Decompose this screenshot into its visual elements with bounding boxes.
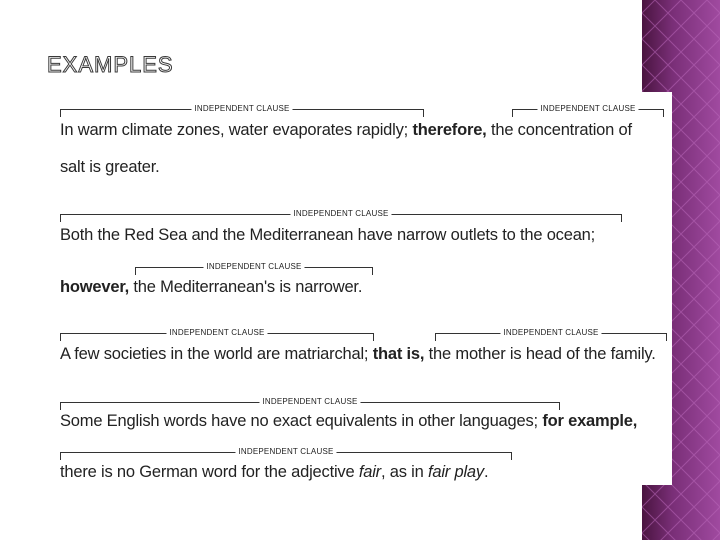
example-line: In warm climate zones, water evaporates rapidly; therefore, the concentration of bbox=[60, 121, 632, 139]
clause-label: INDEPENDENT CLAUSE bbox=[191, 104, 292, 113]
clause-label: INDEPENDENT CLAUSE bbox=[537, 104, 638, 113]
example-line: there is no German word for the adjective fair, as in fair play. bbox=[60, 463, 489, 481]
clause-bracket bbox=[60, 447, 512, 460]
transition-word: for example, bbox=[542, 412, 638, 430]
example-line: Both the Red Sea and the Mediterranean have narrow outlets to the ocean; bbox=[60, 226, 596, 244]
slide-title: EXAMPLES bbox=[47, 52, 174, 77]
clause-bracket bbox=[135, 262, 373, 275]
clause-label: INDEPENDENT CLAUSE bbox=[500, 328, 601, 337]
clause-label: INDEPENDENT CLAUSE bbox=[203, 262, 304, 271]
example-line: Some English words have no exact equivalents in other languages; for example, bbox=[60, 412, 638, 430]
clause-bracket bbox=[60, 397, 560, 410]
transition-word: therefore, bbox=[412, 121, 487, 139]
clause-label: INDEPENDENT CLAUSE bbox=[235, 447, 336, 456]
transition-word: that is, bbox=[372, 345, 425, 363]
clause-label: INDEPENDENT CLAUSE bbox=[166, 328, 267, 337]
clause-bracket bbox=[60, 328, 374, 341]
clause-label: INDEPENDENT CLAUSE bbox=[259, 397, 360, 406]
clause-bracket bbox=[512, 104, 664, 117]
example-line: however, the Mediterranean's is narrower. bbox=[60, 278, 363, 296]
transition-word: however, bbox=[60, 278, 130, 296]
clause-bracket bbox=[435, 328, 667, 341]
examples-image-panel bbox=[52, 92, 672, 485]
clause-bracket bbox=[60, 209, 622, 222]
example-line: salt is greater. bbox=[60, 158, 160, 176]
clause-bracket bbox=[60, 104, 424, 117]
clause-label: INDEPENDENT CLAUSE bbox=[290, 209, 391, 218]
example-line: A few societies in the world are matriarchal; that is, the mother is head of the family. bbox=[60, 345, 656, 363]
